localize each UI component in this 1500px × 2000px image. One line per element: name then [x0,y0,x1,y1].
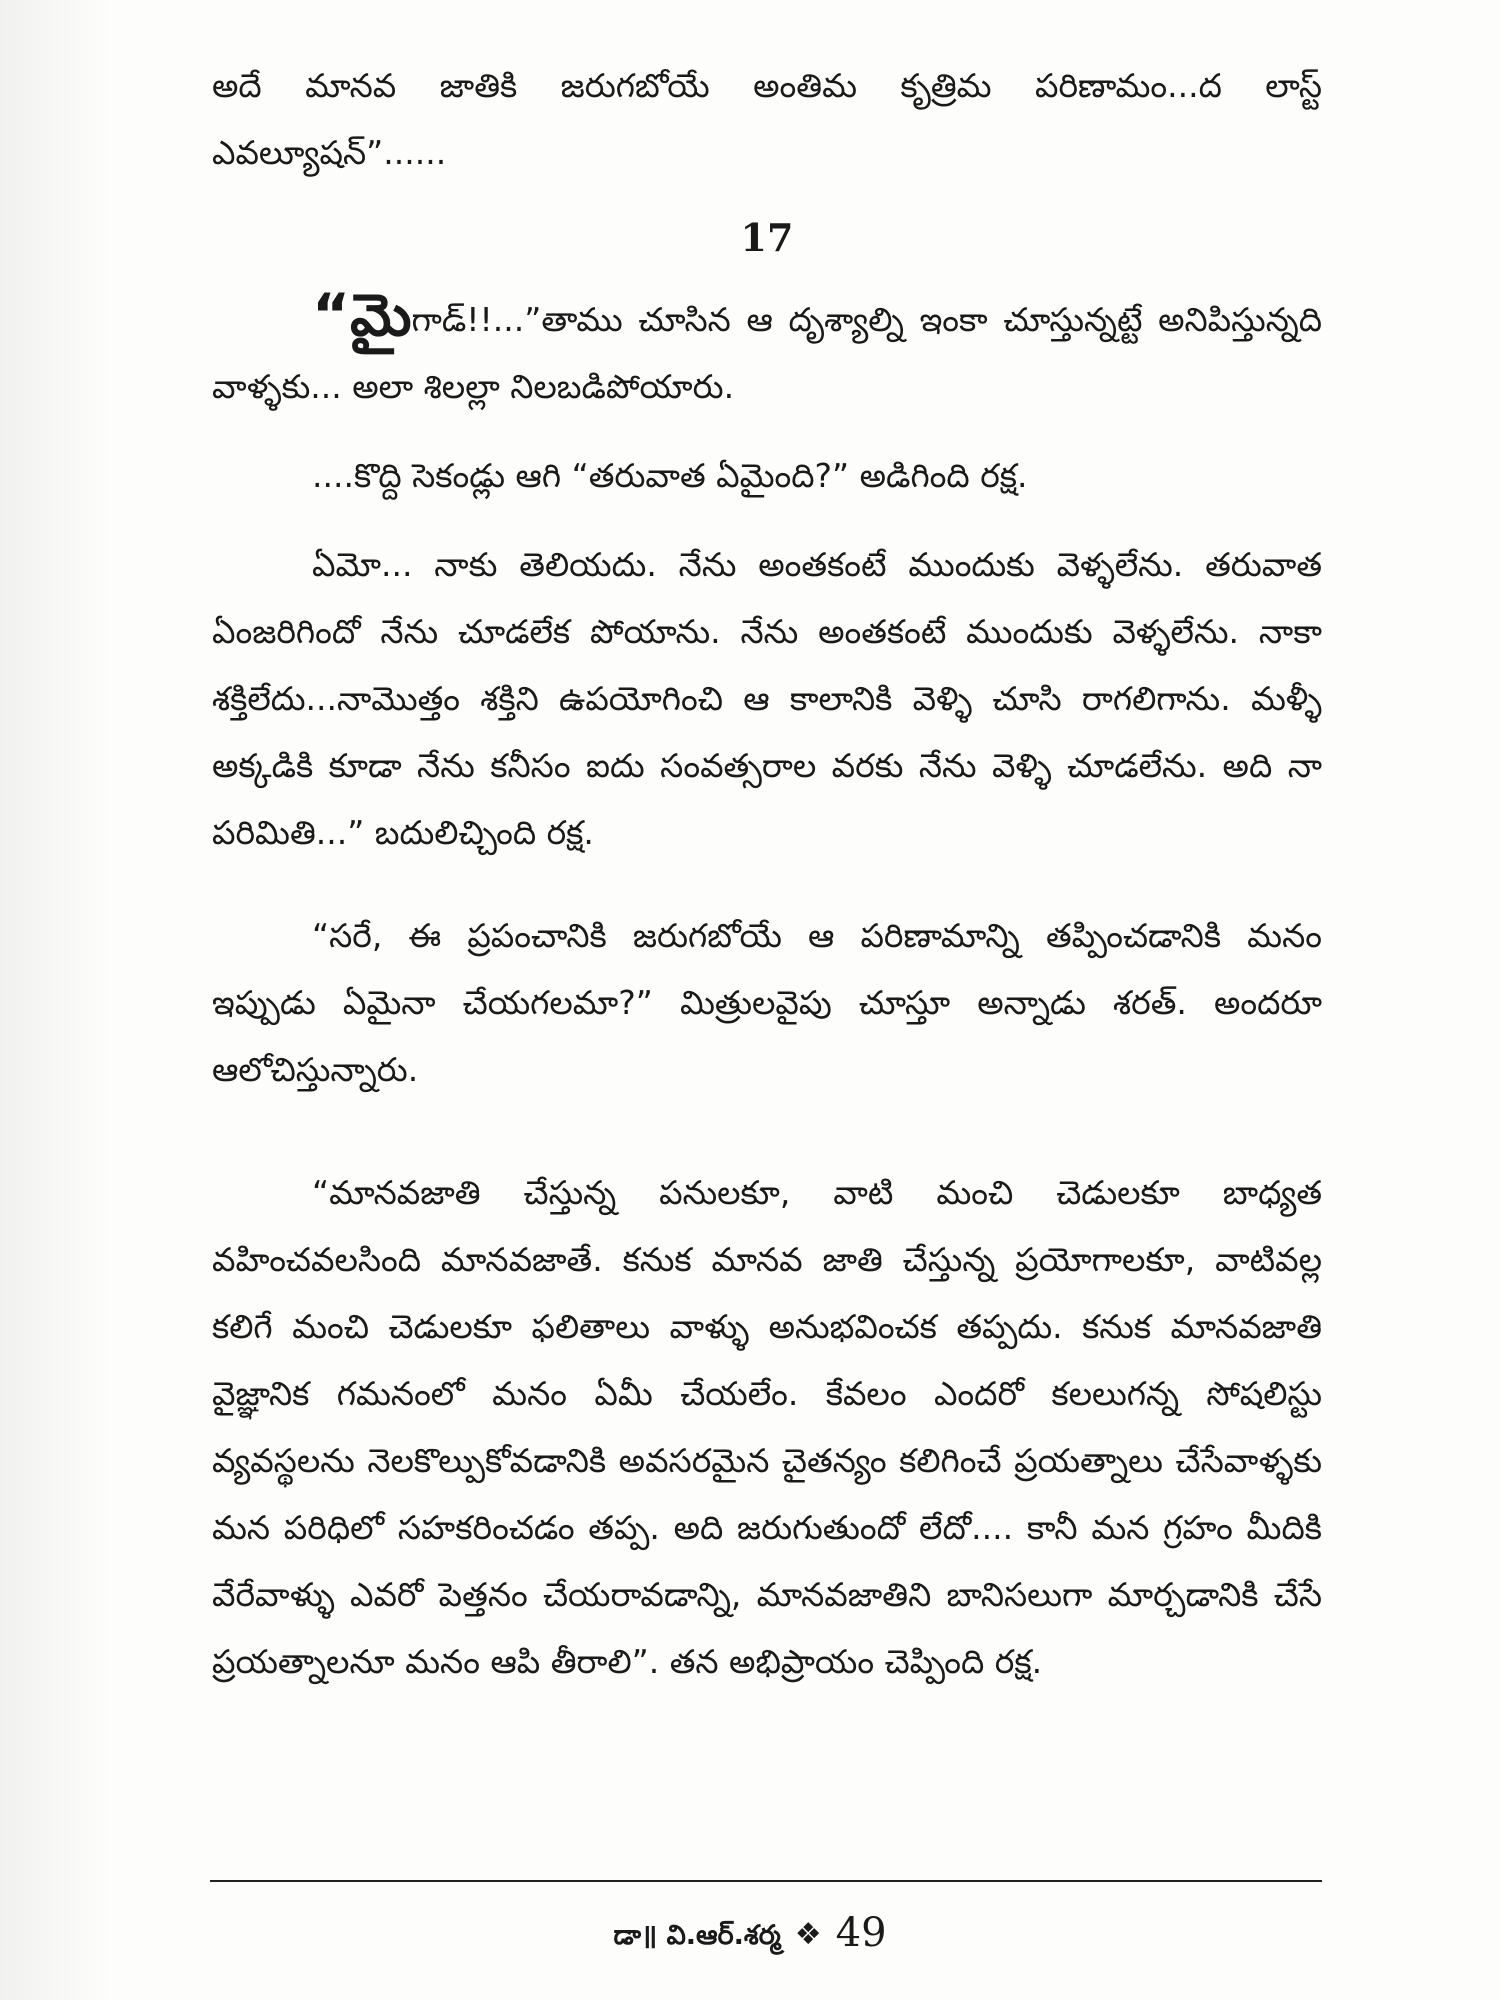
page-body [212,52,1322,1695]
chapter-number: 17 [740,215,794,260]
scan-shadow [0,0,110,2000]
page-number: 49 [835,1910,887,1956]
footer-author: డా॥ వి.ఆర్.శర్మ [613,1920,781,1951]
paragraph-1 [212,281,1322,420]
footer-rule [210,1880,1322,1882]
paragraph-1-text: గాడ్!!...”తాము చూసిన ఆ దృశ్యాల్ని ఇంకా చూస్తున్నట్టే అనిపిస్తున్నది వాళ్ళకు... అలా శిలల్లా నిలబడిపోయారు. [212,300,1322,406]
paragraph-4: “సరే, ఈ ప్రపంచానికి జరుగబోయే ఆ పరిణామాన్ని తప్పించడానికి మనం ఇప్పుడు ఏమైనా చేయగలమా?” మిత్రులవైపు చూస్తూ అన్నాడు శరత్. అందరూ ఆలోచిస్తున్నారు. [212,916,1322,1089]
paragraph-3: ఏమో... నాకు తెలియదు. నేను అంతకంటే ముందుకు వెళ్ళలేను. తరువాత ఏంజరిగిందో నేను చూడలేక పోయాను. నేను అంతకంటే ముందుకు వెళ్ళలేను. నాకా శక్తిలేదు...నామొత్తం శక్తిని ఉపయోగించి ఆ కాలానికి వెళ్ళి చూసి రాగలిగాను. మళ్ళీ అక్కడికి కూడా నేను కనీసం ఐదు సంవత్సరాల వరకు నేను వెళ్ళి చూడలేను. అది నా పరిమితి...” బదులిచ్చింది రక్ష. [212,545,1322,852]
drop-cap: “మై [312,281,412,349]
paragraph-2: ....కొద్ది సెకండ్లు ఆగి “తరువాత ఏమైంది?” అడిగింది రక్ష. [312,456,1028,495]
diamond-ornament-icon: ❖ [794,1917,822,1952]
continuation-paragraph: అదే మానవ జాతికి జరుగబోయే అంతిమ కృత్రిమ పరిణామం...ద లాస్ట్ ఎవల్యూషన్”...... [212,66,1322,172]
paragraph-5: “మానవజాతి చేస్తున్న పనులకూ, వాటి మంచి చెడులకూ బాధ్యత వహించవలసింది మానవజాతే. కనుక మానవ జాతి చేస్తున్న ప్రయోగాలకూ, వాటివల్ల కలిగే మంచి చెడులకూ ఫలితాలు వాళ్ళు అనుభవించక తప్పదు. కనుక మానవజాతి వైజ్ఞానిక గమనంలో మనం ఏమీ చేయలేం. కేవలం ఎందరో కలలుగన్న సోషలిస్టు వ్యవస్థలను నెలకొల్పుకోవడానికి అవసరమైన చైతన్యం కలిగించే ప్రయత్నాలు చేసేవాళ్ళకు మన పరిధిలో సహకరించడం తప్ప. అది జరుగుతుందో లేదో.... కానీ మన గ్రహం మీదికి వేరేవాళ్ళు ఎవరో పెత్తనం చేయరావడాన్ని, మానవజాతిని బానిసలుగా మార్చడానికి చేసే ప్రయత్నాలనూ మనం ఆపి తీరాలి”. తన అభిప్రాయం చెప్పింది రక్ష. [212,1173,1322,1681]
page-footer [0,1908,1500,1961]
